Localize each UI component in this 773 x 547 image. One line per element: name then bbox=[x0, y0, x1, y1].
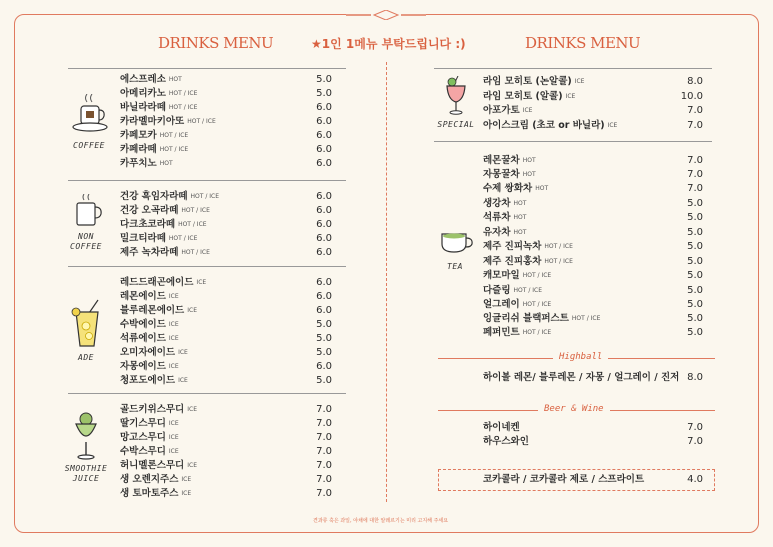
list-item bbox=[120, 204, 210, 217]
item-name: 밀크티라떼 bbox=[120, 233, 166, 244]
item-name: 잉글리쉬 블랙퍼스트 bbox=[483, 313, 569, 324]
list-item bbox=[120, 403, 197, 416]
item-price: 5.0 bbox=[316, 88, 332, 99]
item-tag: ICE bbox=[168, 335, 179, 342]
item-name: 망고스무디 bbox=[120, 432, 166, 443]
item-price: 4.0 bbox=[687, 474, 703, 485]
item-price: 6.0 bbox=[316, 277, 332, 288]
item-name: 유자차 bbox=[483, 227, 511, 238]
item-price: 5.0 bbox=[687, 256, 703, 267]
special-category-label: SPECIAL bbox=[437, 120, 475, 129]
item-tag: ICE bbox=[565, 93, 576, 100]
item-name: 레드드래곤에이드 bbox=[120, 277, 194, 288]
item-price: 5.0 bbox=[687, 227, 703, 238]
list-item bbox=[483, 421, 520, 434]
item-price: 7.0 bbox=[687, 120, 703, 131]
item-name: 오미자에이드 bbox=[120, 347, 176, 358]
list-item bbox=[120, 246, 210, 259]
list-item bbox=[120, 232, 197, 245]
item-name: 하이볼 레몬/ 블루레몬 / 자몽 / 얼그레이 / 진저 bbox=[483, 372, 680, 383]
list-item bbox=[483, 90, 575, 103]
item-name: 수제 쌍화차 bbox=[483, 183, 533, 194]
list-item bbox=[120, 445, 179, 458]
item-tag: HOT / ICE bbox=[571, 315, 601, 322]
item-name: 레몬에이드 bbox=[120, 291, 166, 302]
item-price: 8.0 bbox=[687, 76, 703, 87]
rule bbox=[434, 141, 712, 142]
list-item bbox=[120, 115, 216, 128]
item-name: 청포도에이드 bbox=[120, 375, 176, 386]
list-item bbox=[120, 417, 179, 430]
list-item bbox=[120, 143, 188, 156]
item-price: 5.0 bbox=[687, 241, 703, 252]
item-name: 제주 진피녹차 bbox=[483, 241, 542, 252]
left-menu-title: DRINKS MENU bbox=[158, 34, 274, 52]
list-item bbox=[120, 290, 179, 303]
item-name: 다크초코라떼 bbox=[120, 219, 176, 230]
soft-drinks-item bbox=[483, 473, 644, 486]
item-tag: HOT bbox=[513, 214, 527, 221]
item-tag: HOT bbox=[513, 229, 527, 236]
item-tag: HOT / ICE bbox=[522, 272, 552, 279]
item-name: 카라멜마키아또 bbox=[120, 116, 185, 127]
list-item bbox=[120, 101, 197, 114]
list-item bbox=[483, 284, 542, 297]
item-price: 5.0 bbox=[316, 319, 332, 330]
list-item bbox=[120, 459, 197, 472]
list-item bbox=[120, 218, 207, 231]
item-name: 하우스와인 bbox=[483, 436, 529, 447]
item-price: 5.0 bbox=[687, 313, 703, 324]
list-item bbox=[120, 190, 219, 203]
item-name: 건강 오곡라떼 bbox=[120, 205, 179, 216]
list-item bbox=[120, 431, 179, 444]
item-price: 6.0 bbox=[316, 247, 332, 258]
item-tag: ICE bbox=[178, 349, 188, 356]
item-tag: HOT / ICE bbox=[168, 235, 198, 242]
item-price: 7.0 bbox=[316, 446, 332, 457]
item-price: 5.0 bbox=[687, 270, 703, 281]
item-tag: ICE bbox=[181, 476, 192, 483]
item-name: 카푸치노 bbox=[120, 158, 157, 169]
item-name: 다즐링 bbox=[483, 285, 511, 296]
list-item bbox=[120, 487, 191, 500]
list-item bbox=[483, 226, 526, 239]
item-tag: ICE bbox=[178, 377, 188, 384]
smoothie-category-label-line2: JUICE bbox=[72, 474, 100, 483]
item-tag: HOT bbox=[522, 171, 536, 178]
item-price: 5.0 bbox=[316, 74, 332, 85]
item-price: 5.0 bbox=[687, 299, 703, 310]
item-price: 6.0 bbox=[316, 144, 332, 155]
item-price: 7.0 bbox=[687, 155, 703, 166]
list-item bbox=[483, 298, 551, 311]
list-item bbox=[483, 75, 584, 88]
item-price: 6.0 bbox=[316, 233, 332, 244]
item-name: 에스프레소 bbox=[120, 74, 166, 85]
center-divider bbox=[386, 62, 387, 502]
item-tag: HOT / ICE bbox=[190, 193, 220, 200]
item-name: 카페라떼 bbox=[120, 144, 157, 155]
item-tag: HOT / ICE bbox=[187, 118, 216, 125]
item-tag: HOT / ICE bbox=[168, 104, 198, 111]
list-item bbox=[120, 157, 173, 170]
item-tag: ICE bbox=[187, 307, 197, 314]
item-tag: ICE bbox=[168, 434, 179, 441]
item-price: 7.0 bbox=[687, 169, 703, 180]
list-item bbox=[483, 269, 551, 282]
list-item bbox=[120, 318, 179, 331]
item-tag: HOT / ICE bbox=[168, 90, 198, 97]
list-item bbox=[120, 129, 188, 142]
item-price: 7.0 bbox=[687, 422, 703, 433]
item-price: 6.0 bbox=[316, 361, 332, 372]
beer-wine-heading: Beer & Wine bbox=[538, 404, 610, 414]
item-price: 7.0 bbox=[687, 105, 703, 116]
list-item bbox=[483, 326, 551, 339]
item-name: 생 오렌지주스 bbox=[120, 474, 179, 485]
item-price: 7.0 bbox=[316, 488, 332, 499]
list-item bbox=[483, 312, 600, 325]
item-name: 자몽에이드 bbox=[120, 361, 166, 372]
cocktail-glass-icon bbox=[444, 76, 468, 116]
item-price: 6.0 bbox=[316, 102, 332, 113]
noncoffee-category-label-line2: COFFEE bbox=[70, 242, 102, 251]
coffee-category-label: COFFEE bbox=[73, 141, 105, 150]
item-name: 아포가토 bbox=[483, 105, 520, 116]
item-name: 자몽꿀차 bbox=[483, 169, 520, 180]
matcha-cup-icon bbox=[438, 230, 476, 256]
item-name: 골드키위스무디 bbox=[120, 404, 185, 415]
list-item bbox=[120, 374, 188, 387]
list-item bbox=[483, 119, 617, 132]
allergy-footnote: 견과류 혹은 과일, 야채에 대한 알레르기는 미리 고지해 주세요 bbox=[313, 518, 449, 524]
coffee-cup-icon bbox=[70, 94, 110, 136]
item-tag: ICE bbox=[168, 420, 179, 427]
item-tag: HOT / ICE bbox=[159, 132, 189, 139]
item-price: 7.0 bbox=[316, 418, 332, 429]
item-name: 블루레몬에이드 bbox=[120, 305, 185, 316]
highball-heading: Highball bbox=[553, 352, 608, 362]
list-item bbox=[483, 240, 573, 253]
item-tag: ICE bbox=[196, 279, 207, 286]
item-price: 7.0 bbox=[316, 404, 332, 415]
item-tag: ICE bbox=[168, 293, 179, 300]
list-item bbox=[483, 211, 526, 224]
list-item bbox=[483, 154, 536, 167]
item-tag: HOT bbox=[168, 76, 182, 83]
item-tag: ICE bbox=[187, 406, 197, 413]
item-name: 석류차 bbox=[483, 212, 511, 223]
list-item bbox=[483, 168, 536, 181]
item-name: 생 토마토주스 bbox=[120, 488, 179, 499]
item-price: 7.0 bbox=[316, 432, 332, 443]
item-name: 하이네켄 bbox=[483, 422, 520, 433]
item-name: 라임 모히토 (논알콜) bbox=[483, 76, 572, 87]
item-tag: ICE bbox=[168, 363, 179, 370]
item-name: 수박에이드 bbox=[120, 319, 166, 330]
one-menu-per-person-notice: ★1인 1메뉴 부탁드립니다 :) bbox=[311, 37, 466, 51]
lemonade-glass-icon bbox=[70, 298, 104, 350]
item-name: 아메리카노 bbox=[120, 88, 166, 99]
item-tag: HOT / ICE bbox=[544, 258, 573, 265]
noncoffee-category-label-line1: NON bbox=[78, 232, 94, 241]
item-name: 제주 진피홍차 bbox=[483, 256, 542, 267]
highball-item bbox=[483, 371, 679, 384]
list-item bbox=[120, 332, 179, 345]
frame-top-ornament bbox=[346, 10, 426, 20]
item-tag: ICE bbox=[168, 448, 179, 455]
list-item bbox=[483, 197, 526, 210]
mug-icon bbox=[72, 194, 104, 228]
item-name: 카페모카 bbox=[120, 130, 157, 141]
item-tag: HOT bbox=[159, 160, 173, 167]
item-price: 6.0 bbox=[316, 291, 332, 302]
item-name: 허니멜론스무디 bbox=[120, 460, 185, 471]
item-tag: HOT / ICE bbox=[181, 207, 210, 214]
item-price: 6.0 bbox=[316, 205, 332, 216]
rule bbox=[68, 180, 346, 181]
list-item bbox=[120, 276, 206, 289]
item-price: 5.0 bbox=[687, 327, 703, 338]
list-item bbox=[120, 360, 179, 373]
item-price: 6.0 bbox=[316, 116, 332, 127]
item-tag: ICE bbox=[181, 490, 192, 497]
item-tag: HOT / ICE bbox=[513, 287, 543, 294]
item-price: 5.0 bbox=[687, 198, 703, 209]
item-tag: HOT / ICE bbox=[522, 329, 552, 336]
item-name: 라임 모히토 (알콜) bbox=[483, 91, 563, 102]
list-item bbox=[120, 346, 188, 359]
item-price: 10.0 bbox=[680, 91, 703, 102]
item-price: 5.0 bbox=[316, 333, 332, 344]
list-item bbox=[483, 104, 532, 117]
item-name: 얼그레이 bbox=[483, 299, 520, 310]
item-price: 6.0 bbox=[316, 130, 332, 141]
item-name: 코카콜라 / 코카콜라 제로 / 스프라이트 bbox=[483, 474, 645, 485]
ade-category-label: ADE bbox=[78, 353, 94, 362]
item-name: 딸기스무디 bbox=[120, 418, 166, 429]
item-price: 6.0 bbox=[316, 219, 332, 230]
list-item bbox=[483, 435, 529, 448]
item-name: 건강 흑임자라떼 bbox=[120, 191, 188, 202]
item-tag: HOT / ICE bbox=[544, 243, 573, 250]
item-name: 아이스크림 (초코 or 바닐라) bbox=[483, 120, 605, 131]
item-price: 6.0 bbox=[316, 191, 332, 202]
item-name: 캐모마일 bbox=[483, 270, 520, 281]
list-item bbox=[120, 304, 197, 317]
item-price: 8.0 bbox=[687, 372, 703, 383]
list-item bbox=[120, 473, 191, 486]
list-item bbox=[120, 73, 182, 86]
item-name: 석류에이드 bbox=[120, 333, 166, 344]
item-tag: HOT / ICE bbox=[159, 146, 189, 153]
item-tag: HOT bbox=[513, 200, 527, 207]
rule bbox=[68, 266, 346, 267]
item-price: 7.0 bbox=[316, 474, 332, 485]
rule bbox=[68, 68, 346, 69]
item-price: 7.0 bbox=[316, 460, 332, 471]
item-tag: ICE bbox=[574, 78, 585, 85]
item-price: 6.0 bbox=[316, 305, 332, 316]
item-price: 6.0 bbox=[316, 158, 332, 169]
item-name: 레몬꿀차 bbox=[483, 155, 520, 166]
list-item bbox=[120, 87, 197, 100]
item-tag: ICE bbox=[187, 462, 197, 469]
smoothie-category-label-line1: SMOOTHIE bbox=[64, 464, 108, 473]
item-price: 7.0 bbox=[687, 436, 703, 447]
right-menu-title: DRINKS MENU bbox=[525, 34, 641, 52]
item-tag: ICE bbox=[168, 321, 179, 328]
item-tag: HOT bbox=[522, 157, 536, 164]
item-tag: HOT / ICE bbox=[181, 249, 210, 256]
tea-category-label: TEA bbox=[447, 262, 463, 271]
item-price: 7.0 bbox=[687, 183, 703, 194]
item-name: 페퍼민트 bbox=[483, 327, 520, 338]
item-tag: HOT bbox=[535, 185, 549, 192]
item-tag: ICE bbox=[522, 107, 533, 114]
smoothie-glass-icon bbox=[72, 412, 100, 460]
item-price: 5.0 bbox=[687, 285, 703, 296]
rule bbox=[434, 68, 712, 69]
item-name: 수박스무디 bbox=[120, 446, 166, 457]
rule bbox=[68, 393, 346, 394]
item-tag: HOT / ICE bbox=[522, 301, 552, 308]
item-price: 5.0 bbox=[687, 212, 703, 223]
item-name: 바닐라라떼 bbox=[120, 102, 166, 113]
item-name: 생강차 bbox=[483, 198, 511, 209]
item-name: 제주 녹차라떼 bbox=[120, 247, 179, 258]
list-item bbox=[483, 255, 573, 268]
list-item bbox=[483, 182, 548, 195]
item-tag: HOT / ICE bbox=[178, 221, 207, 228]
item-price: 5.0 bbox=[316, 347, 332, 358]
item-price: 5.0 bbox=[316, 375, 332, 386]
item-tag: ICE bbox=[607, 122, 618, 129]
